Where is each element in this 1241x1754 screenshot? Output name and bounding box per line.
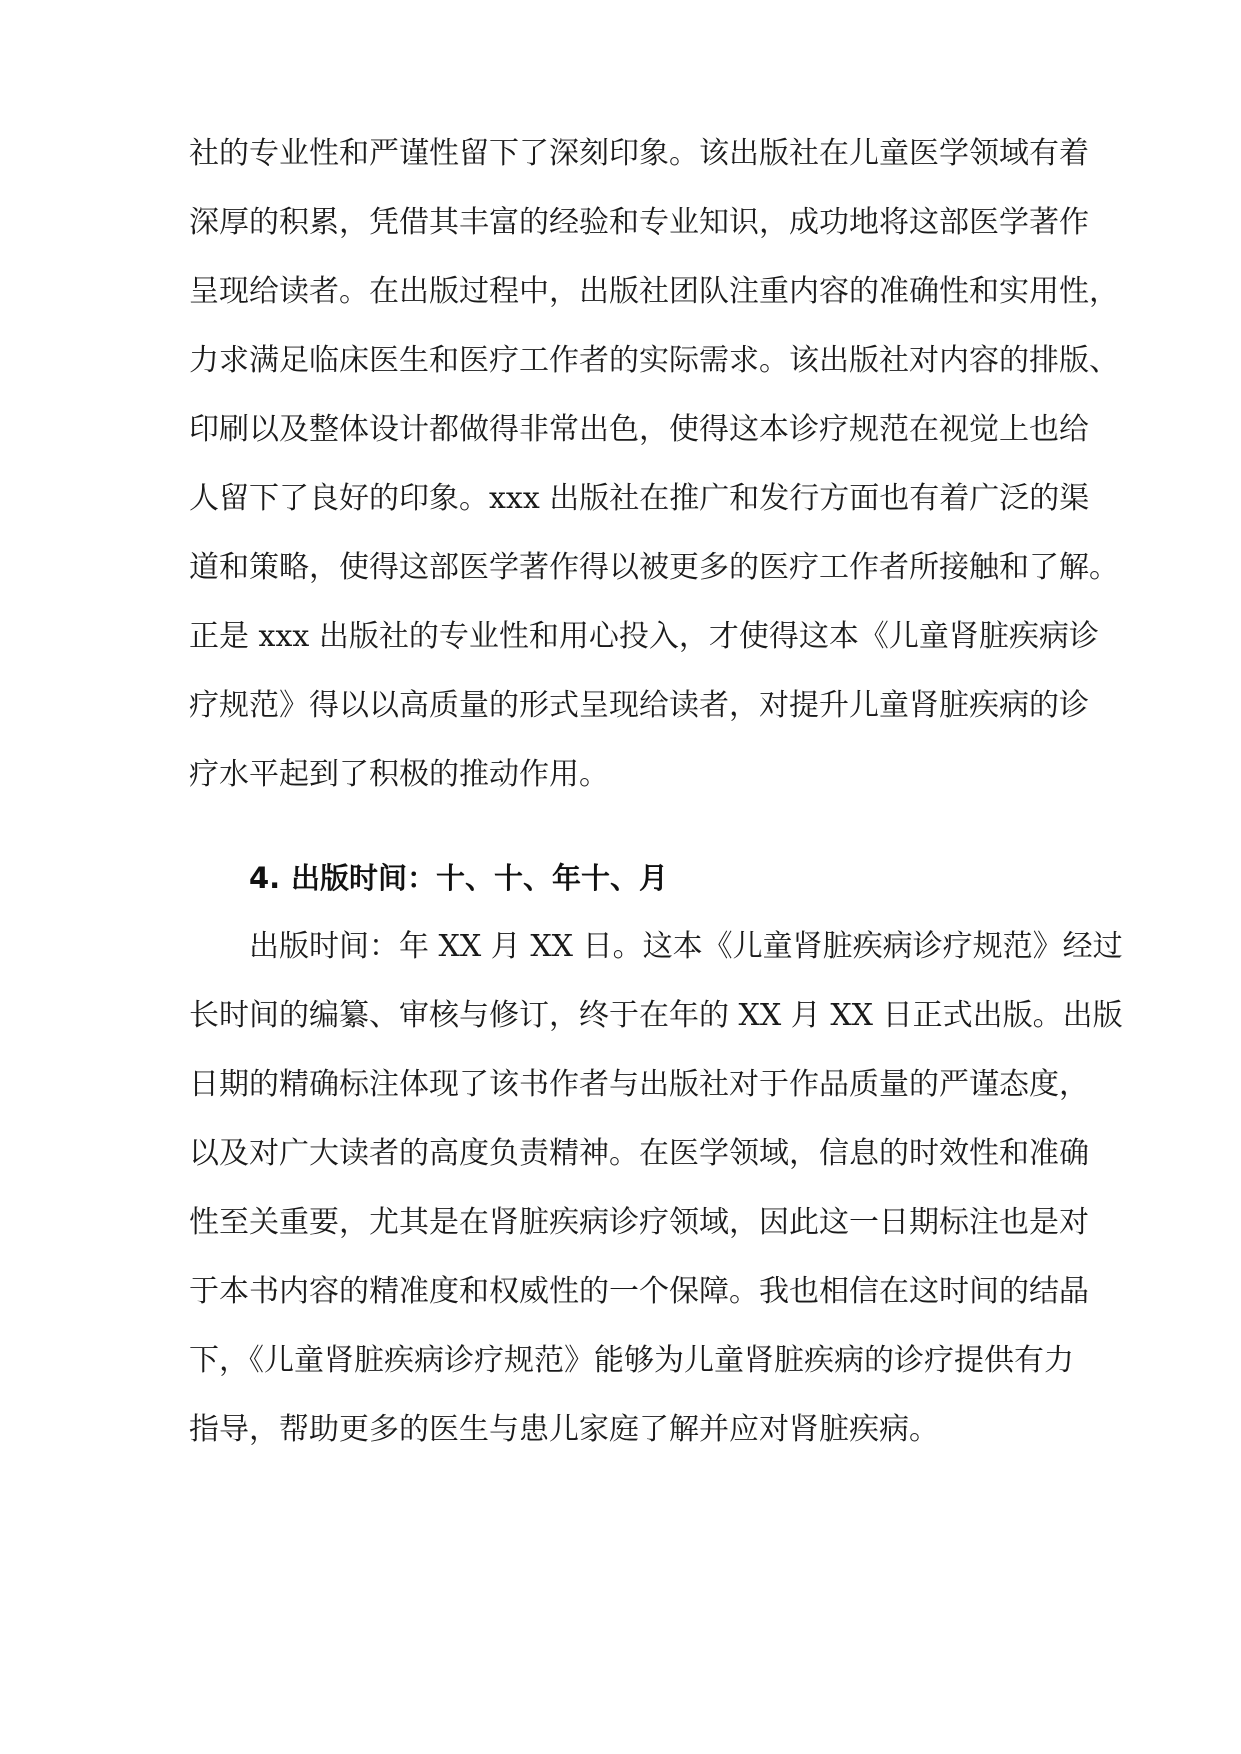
paragraph-line: 性至关重要，尤其是在肾脏疾病诊疗领域，因此这一日期标注也是对 — [189, 1205, 1089, 1240]
paragraph-line: 道和策略，使得这部医学著作得以被更多的医疗工作者所接触和了解。 — [189, 550, 1119, 585]
paragraph-line: 社的专业性和严谨性留下了深刻印象。该出版社在儿童医学领域有着 — [189, 136, 1089, 171]
paragraph-line: 出版时间：年 XX 月 XX 日。这本《儿童肾脏疾病诊疗规范》经过 — [249, 929, 1123, 964]
section-heading — [249, 856, 1069, 900]
paragraph-line: 以及对广大读者的高度负责精神。在医学领域，信息的时效性和准确 — [189, 1136, 1089, 1171]
paragraph-line: 下，《儿童肾脏疾病诊疗规范》能够为儿童肾脏疾病的诊疗提供有力 — [189, 1343, 1074, 1378]
paragraph-line: 日期的精确标注体现了该书作者与出版社对于作品质量的严谨态度， — [189, 1067, 1089, 1102]
paragraph-line: 深厚的积累，凭借其丰富的经验和专业知识，成功地将这部医学著作 — [189, 205, 1089, 240]
paragraph-line: 于本书内容的精准度和权威性的一个保障。我也相信在这时间的结晶 — [189, 1274, 1089, 1309]
paragraph-line: 长时间的编纂、审核与修订，终于在年的 XX 月 XX 日正式出版。出版 — [189, 998, 1123, 1033]
paragraph-line: 力求满足临床医生和医疗工作者的实际需求。该出版社对内容的排版、 — [189, 343, 1119, 378]
paragraph-line: 人留下了良好的印象。xxx 出版社在推广和发行方面也有着广泛的渠 — [189, 481, 1090, 516]
paragraph-line: 印刷以及整体设计都做得非常出色，使得这本诊疗规范在视觉上也给 — [189, 412, 1089, 447]
paragraph-line: 疗规范》得以以高质量的形式呈现给读者，对提升儿童肾脏疾病的诊 — [189, 688, 1089, 723]
section-title: 出版时间：十、十、年十、月 — [291, 861, 669, 895]
paragraph-line: 呈现给读者。在出版过程中，出版社团队注重内容的准确性和实用性， — [189, 274, 1119, 309]
paragraph-line: 正是 xxx 出版社的专业性和用心投入，才使得这本《儿童肾脏疾病诊 — [189, 619, 1099, 654]
paragraph-line: 疗水平起到了积极的推动作用。 — [189, 757, 609, 792]
section-number: 4. — [249, 861, 281, 895]
paragraph-line: 指导，帮助更多的医生与患儿家庭了解并应对肾脏疾病。 — [189, 1412, 939, 1447]
